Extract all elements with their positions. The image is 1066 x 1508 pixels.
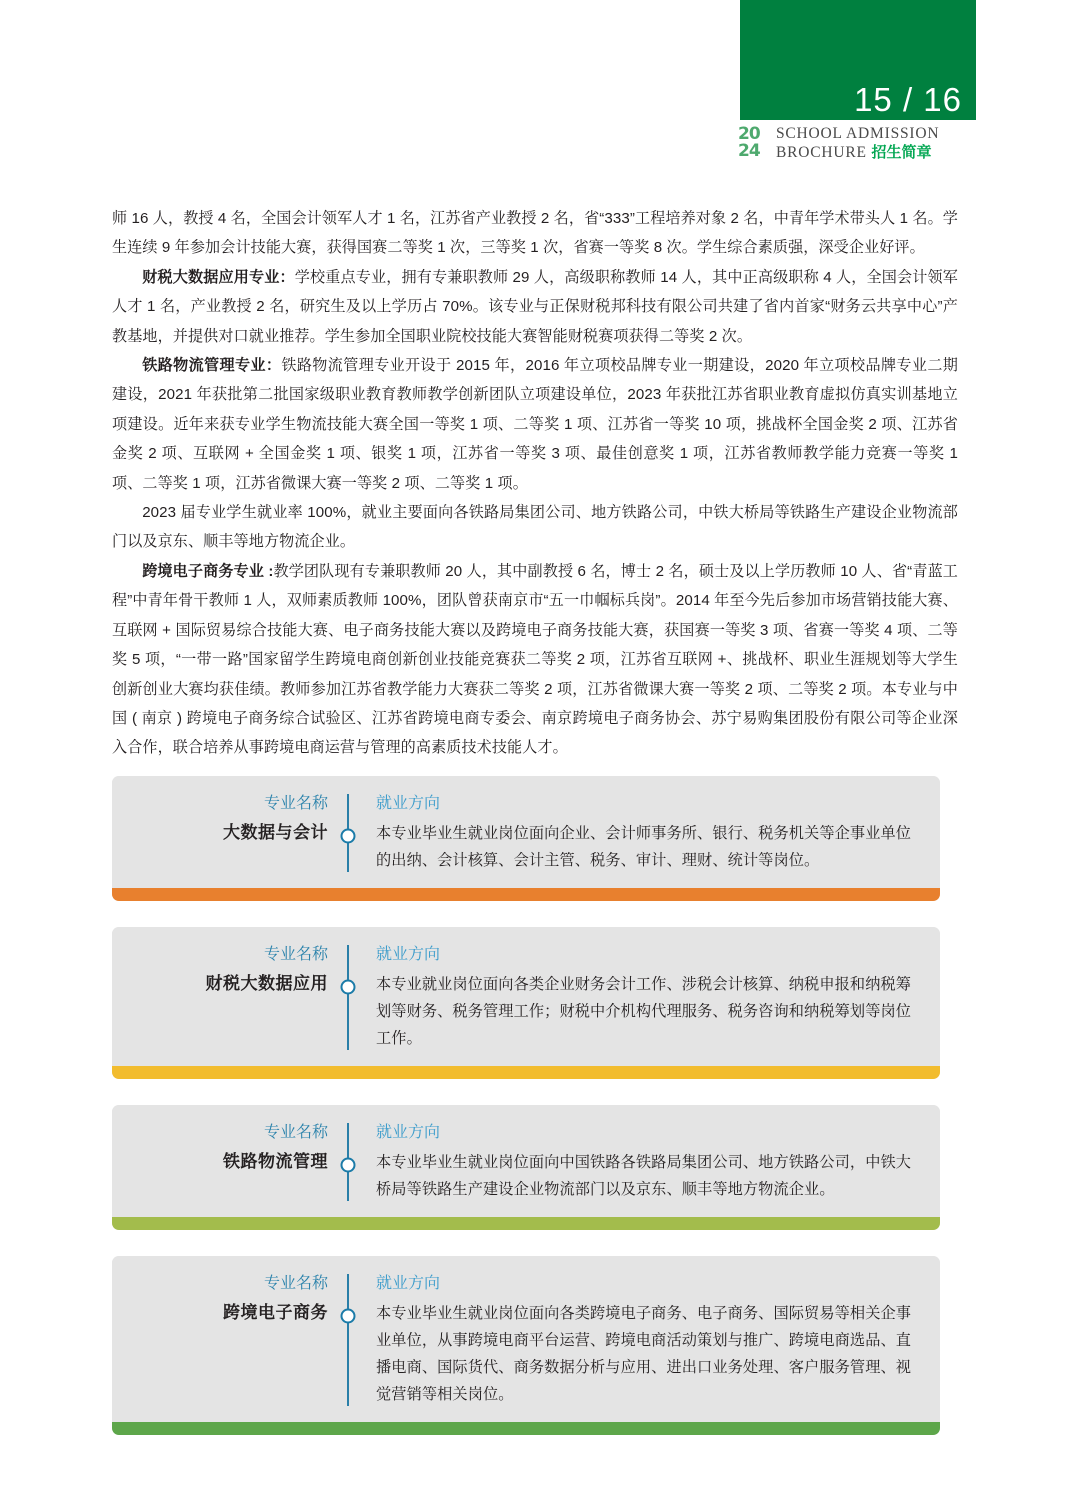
- employment-direction-column: [366, 792, 918, 874]
- employment-direction-label: 就业方向: [376, 795, 441, 812]
- divider-line: [347, 1274, 349, 1406]
- employment-direction-column: [366, 1121, 918, 1203]
- major-name-column: [134, 1272, 330, 1408]
- page-number: 15 / 16: [854, 81, 962, 118]
- paragraph-text: 2023 届专业学生就业率 100%，就业主要面向各铁路局集团公司、地方铁路公司，中铁大桥局等铁路生产建设企业物流部门以及京东、顺丰等地方物流企业。: [112, 504, 958, 551]
- divider-ring-icon: [341, 980, 356, 995]
- employment-direction-label: 就业方向: [376, 1275, 441, 1292]
- major-name-value: 铁路物流管理: [223, 1152, 328, 1171]
- brand-line-2: [776, 143, 939, 162]
- major-card-list: [112, 776, 940, 1461]
- brand-text: [776, 124, 939, 162]
- header-green-block: [740, 0, 976, 120]
- article-body: [112, 204, 958, 763]
- major-name-value: 跨境电子商务: [223, 1303, 328, 1322]
- card-accent-bar: [112, 1217, 940, 1230]
- employment-direction-text: 本专业毕业生就业岗位面向各类跨境电子商务、电子商务、国际贸易等相关企事业单位，从事跨境电商平台运营、跨境电商活动策划与推广、跨境电商选品、直播电商、国际货代、商务数据分析与应用、进出口业务处理、客户服务管理、视觉营销等相关岗位。: [376, 1305, 912, 1403]
- divider-ring-icon: [341, 1309, 356, 1324]
- major-card: [112, 776, 940, 901]
- major-card: [112, 1256, 940, 1435]
- card-divider: [330, 1272, 366, 1408]
- card-divider: [330, 792, 366, 874]
- article-paragraph: [112, 557, 958, 763]
- card-divider: [330, 1121, 366, 1203]
- brand-line-1: SCHOOL ADMISSION: [776, 125, 940, 142]
- major-name-column: [134, 943, 330, 1052]
- major-card: [112, 1105, 940, 1230]
- employment-direction-column: [366, 1272, 918, 1408]
- major-name-label: 专业名称: [263, 1124, 328, 1141]
- article-paragraph: [112, 498, 958, 557]
- major-card-body: [112, 1256, 940, 1422]
- card-accent-bar: [112, 1422, 940, 1435]
- employment-direction-label: 就业方向: [376, 1124, 441, 1141]
- brand-logo: [738, 122, 939, 164]
- employment-direction-column: [366, 943, 918, 1052]
- brand-line-2-en: BROCHURE: [776, 144, 867, 161]
- divider-ring-icon: [341, 829, 356, 844]
- paragraph-text: 师 16 人，教授 4 名，全国会计领军人才 1 名，江苏省产业教授 2 名，省“333”工程培养对象 2 名，中青年学术带头人 1 名。学生连续 9 年参加会计技能大赛，获得国赛二等奖 1 次，三等奖 1 次，省赛一等奖 8 次。学生综合素质强，深受企业好评。: [112, 210, 958, 257]
- article-paragraph: [112, 351, 958, 498]
- page-header: [0, 0, 1066, 180]
- article-paragraph: [112, 263, 958, 351]
- brand-line-2-cn: 招生简章: [871, 143, 932, 161]
- major-name-value: 财税大数据应用: [205, 974, 328, 993]
- divider-ring-icon: [341, 1158, 356, 1173]
- card-accent-bar: [112, 1066, 940, 1079]
- major-card-body: [112, 776, 940, 888]
- divider-line: [347, 945, 349, 1050]
- card-divider: [330, 943, 366, 1052]
- card-accent-bar: [112, 888, 940, 901]
- major-name-column: [134, 1121, 330, 1203]
- brand-year-bottom: 24: [738, 141, 760, 161]
- major-name-column: [134, 792, 330, 874]
- major-card-body: [112, 927, 940, 1066]
- major-card-body: [112, 1105, 940, 1217]
- paragraph-text: 教学团队现有专兼职教师 20 人，其中副教授 6 名，博士 2 名，硕士及以上学历教师 10 人、省“青蓝工程”中青年骨干教师 1 人，双师素质教师 100%，团队曾获南京市“五一巾帼标兵岗”。2014 年至今先后参加市场营销技能大赛、互联网 + 国际贸易综合技能大赛、电子商务技能大赛以及跨境电子商务技能大赛，获国赛一等奖 3 项、省赛一等奖 4 项、二等奖 5 项，“一带一路”国家留学生跨境电商创新创业技能竞赛获二等奖 2 项，江苏省互联网 +、挑战杯、职业生涯规划等大学生创新创业大赛均获佳绩。教师参加江苏省教学能力大赛获二等奖 2 项，江苏省微课大赛一等奖 2 项、二等奖 2 项。本专业与中国 ( 南京 ) 跨境电子商务综合试验区、江苏省跨境电商专委会、南京跨境电子商务协会、苏宁易购集团股份有限公司等企业深入合作，联合培养从事跨境电商运营与管理的高素质技术技能人才。: [112, 562, 958, 757]
- paragraph-lead: 跨境电子商务专业 :: [142, 562, 274, 580]
- paragraph-lead: 财税大数据应用专业：: [142, 268, 295, 286]
- employment-direction-text: 本专业就业岗位面向各类企业财务会计工作、涉税会计核算、纳税申报和纳税筹划等财务、税务管理工作；财税中介机构代理服务、税务咨询和纳税筹划等岗位工作。: [376, 976, 912, 1047]
- article-paragraph: [112, 204, 958, 263]
- brand-year-badge: [738, 125, 768, 161]
- major-name-label: 专业名称: [263, 946, 328, 963]
- major-card: [112, 927, 940, 1079]
- major-name-value: 大数据与会计: [223, 823, 328, 842]
- employment-direction-label: 就业方向: [376, 946, 441, 963]
- paragraph-text: 学校重点专业，拥有专兼职教师 29 人，高级职称教师 14 人，其中正高级职称 4 人，全国会计领军人才 1 名，产业教授 2 名，研究生及以上学历占 70%。该专业与正保财税邦科技有限公司共建了省内首家“财务云共享中心”产教基地，并提供对口就业推荐。学生参加全国职业院校技能大赛智能财税赛项获得二等奖 2 次。: [112, 268, 958, 345]
- major-name-label: 专业名称: [263, 1275, 328, 1292]
- brand-year-top: 20: [738, 124, 760, 144]
- employment-direction-text: 本专业毕业生就业岗位面向企业、会计师事务所、银行、税务机关等企事业单位的出纳、会计核算、会计主管、税务、审计、理财、统计等岗位。: [376, 825, 912, 869]
- major-name-label: 专业名称: [263, 795, 328, 812]
- employment-direction-text: 本专业毕业生就业岗位面向中国铁路各铁路局集团公司、地方铁路公司，中铁大桥局等铁路生产建设企业物流部门以及京东、顺丰等地方物流企业。: [376, 1154, 912, 1198]
- paragraph-lead: 铁路物流管理专业：: [142, 357, 282, 375]
- paragraph-text: 铁路物流管理专业开设于 2015 年，2016 年立项校品牌专业一期建设，2020 年立项校品牌专业二期建设，2021 年获批第二批国家级职业教育教师教学创新团队立项建设单位，2023 年获批江苏省职业教育虚拟仿真实训基地立项建设。近年来获专业学生物流技能大赛全国一等奖 1 项、二等奖 1 项、江苏省一等奖 10 项，挑战杯全国金奖 2 项、江苏省金奖 2 项、互联网 + 全国金奖 1 项、银奖 1 项，江苏省一等奖 3 项、最佳创意奖 1 项，江苏省教师教学能力竞赛一等奖 1 项、二等奖 1 项，江苏省微课大赛一等奖 2 项、二等奖 1 项。: [112, 357, 958, 492]
